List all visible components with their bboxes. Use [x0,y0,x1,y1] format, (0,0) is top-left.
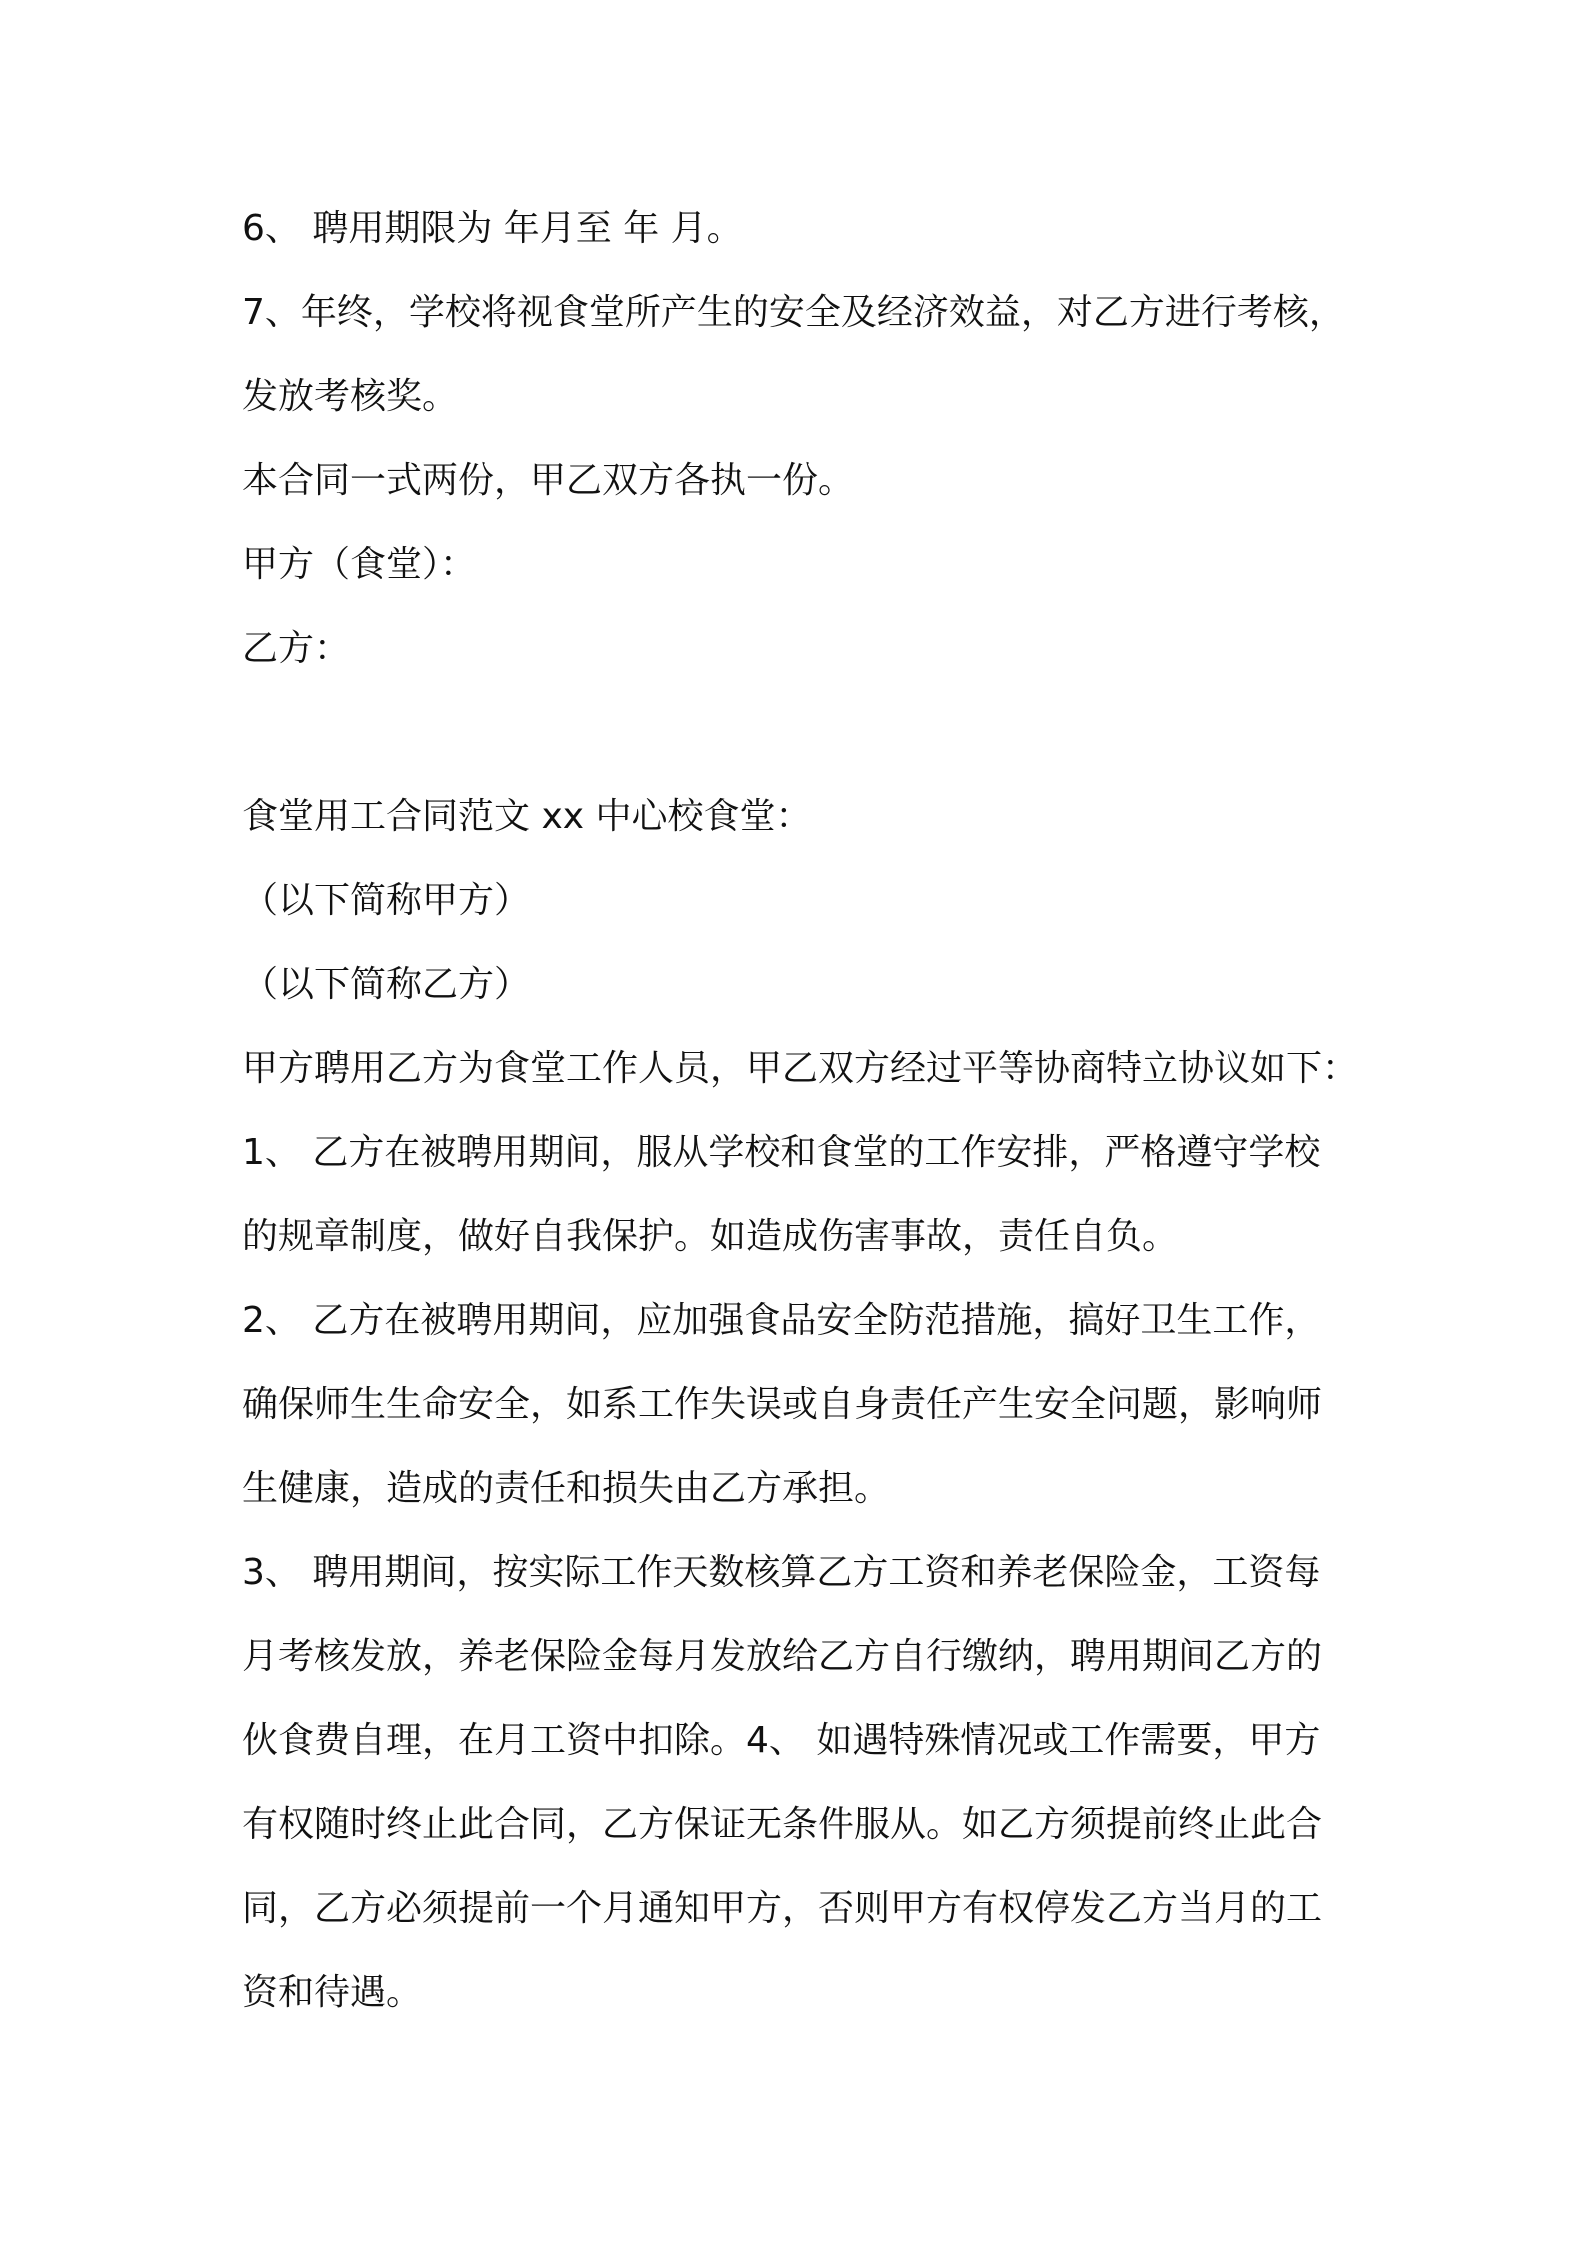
clause-3-line-1: 3、 聘用期间，按实际工作天数核算乙方工资和养老保险金，工资每 [242,1552,1321,1593]
clause-4-line-3: 资和待遇。 [242,1972,423,2013]
contract-intro: 甲方聘用乙方为食堂工作人员，甲乙双方经过平等协商特立协议如下： [242,1048,1359,1089]
clause-4-line-1: 有权随时终止此合同，乙方保证无条件服从。如乙方须提前终止此合 [242,1804,1323,1845]
clause-3-line-2: 月考核发放，养老保险金每月发放给乙方自行缴纳，聘用期间乙方的 [242,1636,1323,1677]
clause-2-line-2: 确保师生生命安全，如系工作失误或自身责任产生安全问题，影响师 [242,1384,1323,1425]
party-b-signature-line: 乙方： [242,628,351,669]
clause-1-line-2: 的规章制度，做好自我保护。如造成伤害事故，责任自负。 [242,1216,1179,1257]
contract-heading: 食堂用工合同范文 xx 中心校食堂： [242,796,812,837]
clause-7-line-2: 发放考核奖。 [242,376,459,417]
copies-note: 本合同一式两份，甲乙双方各执一份。 [242,460,855,501]
party-a-signature-line: 甲方（食堂）： [242,544,477,585]
clause-4-line-2: 同，乙方必须提前一个月通知甲方，否则甲方有权停发乙方当月的工 [242,1888,1323,1929]
clause-1-line-1: 1、 乙方在被聘用期间，服从学校和食堂的工作安排，严格遵守学校 [242,1132,1321,1173]
clause-6: 6、 聘用期限为 年月至 年 月。 [242,208,743,249]
clause-3-line-3: 伙食费自理，在月工资中扣除。4、 如遇特殊情况或工作需要，甲方 [242,1720,1321,1761]
clause-2-line-1: 2、 乙方在被聘用期间，应加强食品安全防范措施，搞好卫生工作， [242,1300,1321,1341]
clause-7-line-1: 7、年终，学校将视食堂所产生的安全及经济效益，对乙方进行考核， [242,292,1345,333]
party-b-reference: （以下简称乙方） [242,964,531,1005]
clause-2-line-3: 生健康，造成的责任和损失由乙方承担。 [242,1468,891,1509]
party-a-reference: （以下简称甲方） [242,880,531,921]
